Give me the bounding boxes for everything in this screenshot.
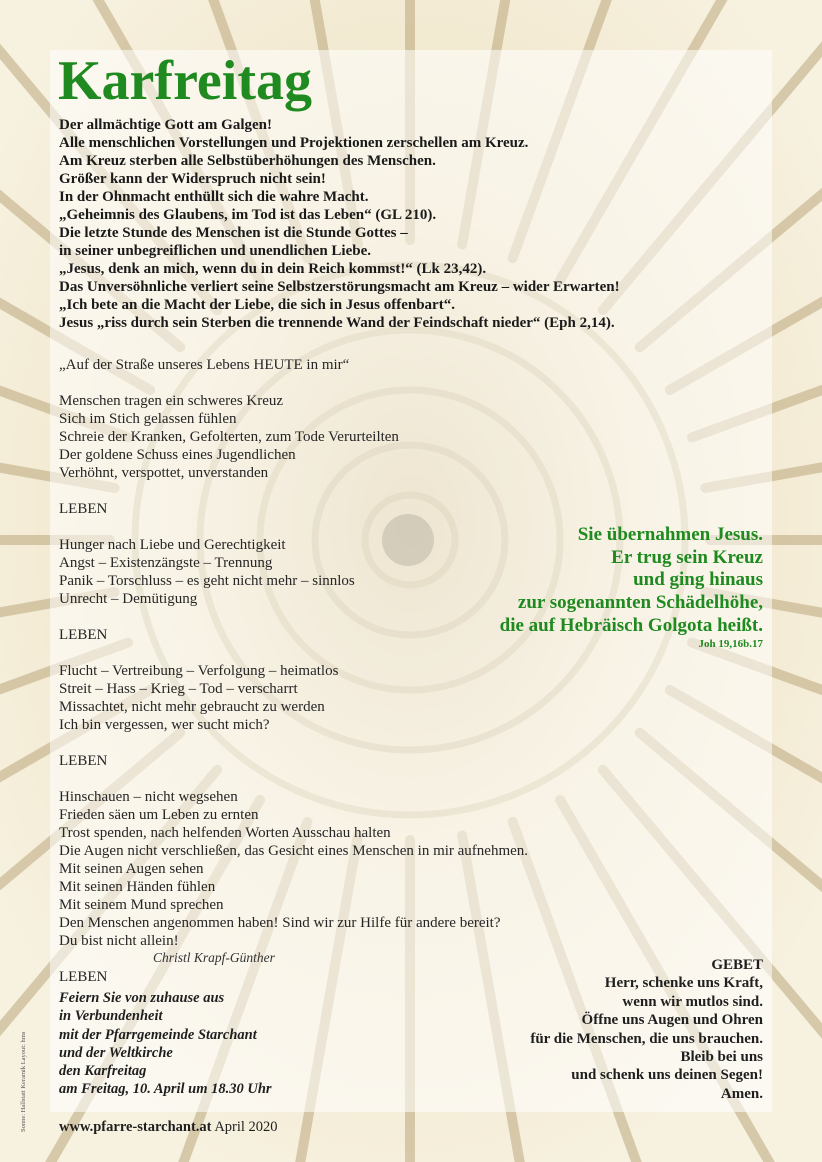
- website-link[interactable]: www.pfarre-starchant.at: [59, 1119, 212, 1135]
- invitation: [59, 989, 272, 1099]
- poem-author: Christl Krapf-Günther: [153, 950, 275, 965]
- poem-refrain: LEBEN: [59, 501, 108, 517]
- poem-line: Der goldene Schuss eines Jugendlichen: [59, 447, 296, 463]
- prayer-line: Öffne uns Augen und Ohren: [581, 1012, 763, 1029]
- intro-line: Größer kann der Widerspruch nicht sein!: [59, 171, 326, 187]
- footer-date: April 2020: [214, 1119, 278, 1135]
- poem-line: Sich im Stich gelassen fühlen: [59, 411, 237, 427]
- poem-line: Hunger nach Liebe und Gerechtigkeit: [59, 537, 286, 553]
- intro-line: In der Ohnmacht enthüllt sich die wahre Macht.: [59, 189, 369, 205]
- poem-line: Unrecht – Demütigung: [59, 591, 198, 607]
- poem-refrain: LEBEN: [59, 969, 108, 985]
- bible-quote: [500, 524, 763, 651]
- prayer-line: Amen.: [720, 1085, 763, 1102]
- poem-line: Hinschauen – nicht wegsehen: [59, 789, 238, 805]
- quote-line: Sie übernahmen Jesus.: [577, 524, 763, 545]
- prayer-line: wenn wir mutlos sind.: [622, 993, 763, 1010]
- poem-line: Ich bin vergessen, wer sucht mich?: [59, 717, 270, 733]
- intro-line: „Ich bete an die Macht der Liebe, die sich in Jesus offenbart“.: [59, 297, 455, 313]
- quote-reference: Joh 19,16b.17: [698, 637, 763, 650]
- poem-refrain: LEBEN: [59, 627, 108, 643]
- poem-line: Missachtet, nicht mehr gebraucht zu werden: [59, 699, 325, 715]
- intro-line: in seiner unbegreiflichen und unendlichen Liebe.: [59, 243, 372, 259]
- quote-line: Er trug sein Kreuz: [611, 546, 763, 568]
- quote-line: die auf Hebräisch Golgota heißt.: [499, 614, 763, 636]
- prayer-line: und schenk uns deinen Segen!: [571, 1067, 763, 1084]
- poem: [59, 356, 528, 986]
- intro-line: „Geheimnis des Glaubens, im Tod ist das Leben“ (GL 210).: [59, 207, 437, 223]
- intro-line: Das Unversöhnliche verliert seine Selbstzerstörungsmacht am Kreuz – wider Erwarten!: [59, 279, 620, 295]
- poem-line: Frieden säen um Leben zu ernten: [59, 807, 259, 823]
- poem-line: Angst – Existenzängste – Trennung: [59, 555, 273, 571]
- intro-line: Alle menschlichen Vorstellungen und Projektionen zerschellen am Kreuz.: [59, 135, 529, 151]
- prayer: [530, 956, 763, 1103]
- poem-line: Du bist nicht allein!: [59, 933, 179, 949]
- intro-line: Der allmächtige Gott am Galgen!: [59, 117, 273, 133]
- invitation-line: Feiern Sie von zuhause aus: [59, 990, 225, 1006]
- invitation-line: mit der Pfarrgemeinde Starchant: [59, 1026, 257, 1043]
- invitation-line: und der Weltkirche: [59, 1044, 173, 1061]
- invitation-line: den Karfreitag: [59, 1063, 147, 1080]
- intro-line: Am Kreuz sterben alle Selbstüberhöhungen des Menschen.: [59, 153, 436, 169]
- image-credit: Sonne: Hallstatt Keramik Layout: hms: [20, 1031, 27, 1132]
- invitation-line: am Freitag, 10. April um 18.30 Uhr: [59, 1081, 272, 1098]
- poem-refrain: LEBEN: [59, 753, 108, 769]
- quote-line: zur sogenannten Schädelhöhe,: [517, 592, 763, 614]
- prayer-heading: GEBET: [711, 957, 763, 973]
- poem-line: Mit seinen Händen fühlen: [59, 879, 216, 895]
- poem-line: Menschen tragen ein schweres Kreuz: [59, 393, 284, 409]
- poem-line: Mit seinen Augen sehen: [59, 861, 204, 877]
- prayer-line: Herr, schenke uns Kraft,: [604, 975, 763, 992]
- footer: [59, 1119, 278, 1136]
- poem-line: Panik – Torschluss – es geht nicht mehr – sinnlos: [59, 573, 355, 589]
- invitation-line: in Verbundenheit: [59, 1008, 163, 1025]
- intro-line: Jesus „riss durch sein Sterben die trennende Wand der Feindschaft nieder“ (Eph 2,14).: [59, 315, 615, 331]
- poem-line: Mit seinem Mund sprechen: [59, 897, 224, 913]
- page-title: Karfreitag: [58, 50, 312, 112]
- poem-line: Die Augen nicht verschließen, das Gesicht eines Menschen in mir aufnehmen.: [59, 843, 529, 859]
- intro-text: [59, 116, 620, 332]
- poem-line: Flucht – Vertreibung – Verfolgung – heimatlos: [59, 663, 339, 679]
- quote-line: und ging hinaus: [633, 569, 763, 591]
- prayer-line: Bleib bei uns: [680, 1049, 763, 1066]
- poem-line: Schreie der Kranken, Gefolterten, zum Tode Verurteilten: [59, 429, 399, 445]
- poem-line: Verhöhnt, verspottet, unverstanden: [59, 465, 269, 481]
- poem-line: Trost spenden, nach helfenden Worten Ausschau halten: [59, 825, 391, 841]
- poem-title: „Auf der Straße unseres Lebens HEUTE in mir“: [59, 357, 350, 373]
- poem-line: Den Menschen angenommen haben! Sind wir zur Hilfe für andere bereit?: [59, 915, 501, 931]
- prayer-line: für die Menschen, die uns brauchen.: [530, 1030, 763, 1047]
- intro-line: „Jesus, denk an mich, wenn du in dein Reich kommst!“ (Lk 23,42).: [59, 261, 487, 277]
- intro-line: Die letzte Stunde des Menschen ist die Stunde Gottes –: [59, 225, 408, 241]
- poem-line: Streit – Hass – Krieg – Tod – verscharrt: [59, 681, 298, 697]
